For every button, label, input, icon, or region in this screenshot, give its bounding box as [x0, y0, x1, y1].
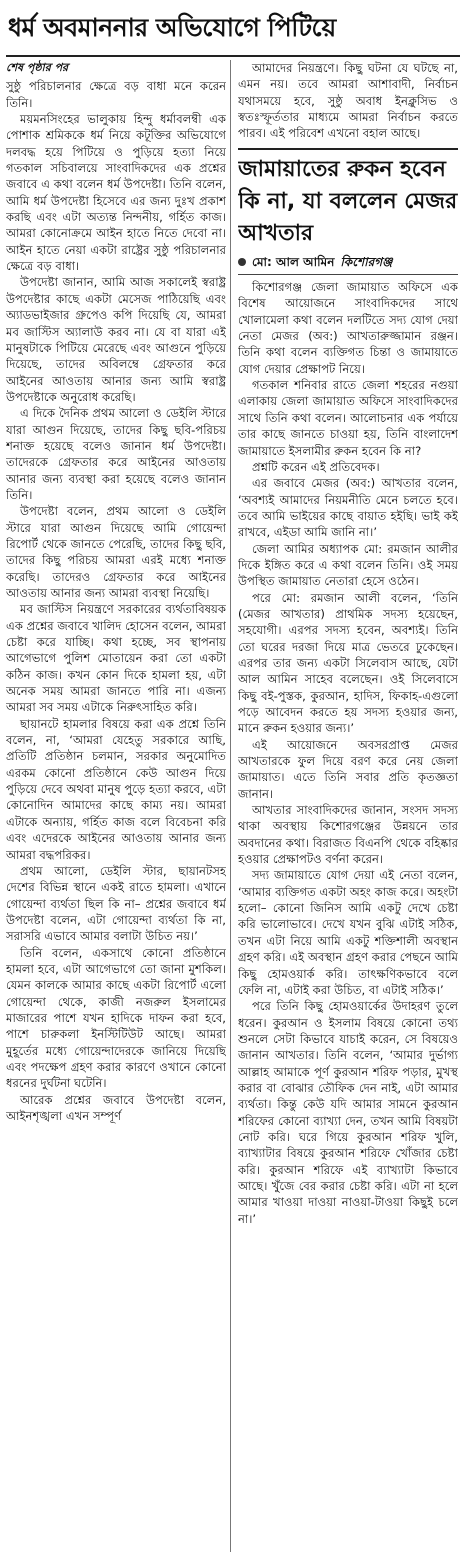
- byline-rule: [238, 274, 458, 275]
- bullet-icon: [238, 258, 246, 266]
- article-paragraph: কিশোরগঞ্জ জেলা জামায়াত অফিসে এক বিশেষ আয়োজনে সাংবাদিকদের সাথে খোলামেলা কথা বলেন দলটিতে সদ্য যোগ দেয়া নেতা মেজর (অব:) আখতারুজ্জামান রঞ্জন। তিনি কথা বলেন ব্যক্তিগত চিন্তা ও জামায়াতে যোগ দেয়ার প্রেক্ষাপট নিয়ে।: [238, 280, 458, 376]
- headline-rule: [6, 55, 460, 57]
- article-paragraph: ছায়ানটে হামলার বিষয়ে করা এক প্রশ্নে তিনি বলেন, না, ‘আমরা যেহেতু সরকারে আছি, প্রতিটি প্রতিষ্ঠান চলমান, সরকার অনুমোদিত এরকম কোনো প্রতিষ্ঠানে কেউ আগুন দিয়ে পুড়িয়ে দেবে অথবা মানুষ পুড়ে হত্যা করবে, এটা কোনোদিন আমাদের কাছে কাম্য নয়। আমরা এটাকে অন্যায়, গর্হিত কাজ বলে বিবেচনা করি এবং এদেরকে আইনের আওতায় আনার জন্য আমরা বদ্ধপরিকর।: [6, 716, 226, 862]
- article-paragraph: প্রথম আলো, ডেইলি স্টার, ছায়ানটসহ দেশের বিভিন্ন স্থানে একই রাতে হামলা। এখানে গোয়েন্দা ব্যর্থতা ছিল কি না– প্রশ্নের জবাবে ধর্ম উপদেষ্টা বলেন, এটা গোয়েন্দা ব্যর্থতা কি না, সরাসরি এভাবে আমার বলাটা উচিত নয়।’: [6, 863, 226, 944]
- article-paragraph: এই আয়োজনে অবসরপ্রাপ্ত মেজর আখতারকে ফুল দিয়ে বরণ করে নেয় জেলা জামায়াত। এতে তিনি সবার প্রতি কৃতজ্ঞতা জানান।: [238, 737, 458, 801]
- article-paragraph: গতকাল শনিবার রাতে জেলা শহরের নগুয়া এলাকায় জেলা জামায়াত অফিসে সাংবাদিকদের সাথে তিনি কথা বলেন। আলোচনার এক পর্যায়ে তার কাছে জানতে চাওয়া হয়, তিনি বাংলাদেশ জামায়াতে ইসলামীর রুকন হবেন কি না?: [238, 378, 458, 458]
- article-paragraph: এর জবাবে মেজর (অব:) আখতার বলেন, ‘অবশ্যই আমাদের নিয়মনীতি মেনে চলতে হবে। তবে আমি ভাইয়ের কাছে বায়াত হইছি। ভাই কই রাখবে, এইডা আমি জানি না।’: [238, 476, 458, 540]
- article-paragraph: ময়মনসিংহের ভালুকায় হিন্দু ধর্মাবলম্বী এক পোশাক শ্রমিককে ধর্ম নিয়ে কটূক্তির অভিযোগে দলবদ্ধ হয়ে পিটিয়ে ও পুড়িয়ে হত্যা নিয়ে গতকাল সচিবালয়ে সাংবাদিকদের এক প্রশ্নের জবাবে এ কথা বলেন ধর্ম উপদেষ্টা। তিনি বলেন, আমি ধর্ম উপদেষ্টা হিসেবে এর জন্য দুঃখ প্রকাশ করছি এবং এটা অত্যন্ত নিন্দনীয়, গর্হিত কাজ। আমরা কোনোক্রমে আইন হাতে নিতে দেবো না। আইন হাতে নেয়া একটা রাষ্ট্রের সুষ্ঠু পরিচালনার ক্ষেত্রে বড় বাধা।: [6, 112, 226, 274]
- article-continuation: আমাদের নিয়ন্ত্রণে। কিছু ঘটনা যে ঘটছে না, এমন নয়। তবে আমরা আশাবাদী, নির্বাচন যথাসময়ে হবে, সুষ্ঠু অবাধ ইনক্লুসিভ ও স্বতঃস্ফূর্ততার মাধ্যমে আমরা নির্বাচন করতে পারব। এই পরিবেশ এখনো বহাল আছে।: [238, 61, 458, 141]
- article-paragraph: এ দিকে দৈনিক প্রথম আলো ও ডেইলি স্টারে যারা আগুন দিয়েছে, তাদের কিছু ছবি-পরিচয় শনাক্ত হয়েছে বলেও জানান ধর্ম উপদেষ্টা। তাদেরকে গ্রেফতার করে আইনের আওতায় আনার জন্য ব্যবস্থা করা হয়েছে বলেও জানান তিনি।: [6, 406, 226, 502]
- byline-author: মো: আল আমিন: [252, 254, 335, 269]
- article-paragraph: উপদেষ্টা বলেন, প্রথম আলো ও ডেইলি স্টারে যারা আগুন দিয়েছে আমি গোয়েন্দা রিপোর্ট থেকে জানতে পেরেছি, তাদের কিছু ছবি, তাদের কিছু পরিচয় আমরা এরই মধ্যে শনাক্ত করেছি। তাদেরও গ্রেফতার করে আইনের আওতায় আনার জন্য আমরা ব্যবস্থা নিয়েছি।: [6, 504, 226, 600]
- article-paragraph: পরে তিনি কিছু হোমওয়ার্কের উদাহরণ তুলে ধরেন। কুরআন ও ইসলাম বিষয়ে কোনো তথ্য শুনলে সেটা কিভাবে যাচাই করেন, সে বিষয়েও জানান আখতার। তিনি বলেন, ‘আমার দুর্ভাগ্য আল্লাহ আমাকে পূর্ণ কুরআন শরিফ পড়ার, মুখস্থ করার বা বোঝার তৌফিক দেন নাই, এটা আমার ব্যর্থতা। কিন্তু কেউ যদি আমার সামনে কুরআন শরিফের কোনো ব্যাখ্যা দেন, তখন আমি বিষয়টা নোট করি। ঘরে গিয়ে কুরআন শরিফ খুলি, ব্যাখ্যাটার বিষয়ে কুরআন শরিফে খোঁজার চেষ্টা করি। কুরআন শরিফে এই ব্যাখ্যাটা কিভাবে আছে। খুঁজে বের করার চেষ্টা করি। এটা না হলে আমার খাওয়া দাওয়া নাওয়া-টাওয়া কিছুই চলে না।’: [238, 999, 458, 1226]
- right-column: [238, 60, 458, 1552]
- article-paragraph: আখতার সাংবাদিকদের জানান, সংসদ সদস্য থাকা অবস্থায় কিশোরগঞ্জের উন্নয়নে তার অবদানের কথা। বিরাজত বিএনপি থেকে বহিষ্কার হওয়ার প্রেক্ষাপটও বর্ণনা করেন।: [238, 803, 458, 867]
- article-paragraph: আরেক প্রশ্নের জবাবে উপদেষ্টা বলেন, আইনশৃঙ্খলা এখন সম্পূর্ণ: [6, 1092, 226, 1123]
- byline: [238, 254, 458, 270]
- article-paragraph: সুষ্ঠু পরিচালনার ক্ষেত্রে বড় বাধা মনে করেন তিনি।: [6, 79, 226, 110]
- article-paragraph: উপদেষ্টা জানান, আমি আজ সকালেই স্বরাষ্ট্র উপদেষ্টার কাছে একটা মেসেজ পাঠিয়েছি এবং অ্যাডভাইজার গ্রুপেও কপি দিয়েছি যে, আমরা মব জাস্টিস অ্যালাউ করব না। যে বা যারা এই মানুষটাকে পিটিয়ে মেরেছে এবং আগুনে পুড়িয়ে দিয়েছে, তাদের অবিলম্বে গ্রেফতার করে আইনের আওতায় আনার জন্য আমি স্বরাষ্ট্র উপদেষ্টাকে অনুরোধ করেছি।: [6, 275, 226, 404]
- left-column: [6, 60, 226, 1552]
- column-divider: [230, 60, 231, 1552]
- article-paragraph: পরে মো: রমজান আলী বলেন, ‘তিনি (মেজর আখতার) প্রাথমিক সদস্য হয়েছেন, সহযোগী। এরপর সদস্য হবেন, অবশ্যই। তিনি তো ঘরের দরজা দিয়ে মাত্র ভেতরে ঢুকেছেন। এরপর তার জন্য একটা সিলেবাস আছে, যেটা আল আমিন সাহেব বলেছেন। ওই সিলেবাসে কিছু বই-পুস্তক, কুরআন, হাদিস, ফিকাহ-এগুলো পড়ে আবেদন করতে হয় সদস্য হওয়ার জন্য, মানে রুকন হওয়ার জন্য।’: [238, 590, 458, 736]
- byline-place: কিশোরগঞ্জ: [340, 254, 393, 269]
- sub-article-rule: [238, 148, 458, 150]
- sub-article-headline: জামায়াতের রুকন হবেন কি না, যা বললেন মেজর আখতার: [238, 156, 458, 246]
- main-headline: ধর্ম অবমাননার অভিযোগে পিটিয়ে: [8, 13, 336, 42]
- article-paragraph: সদ্য জামায়াতে যোগ দেয়া এই নেতা বলেন, ‘আমার ব্যক্তিগত একটা অহং কাজ করে। অহংটা হলো– কোনো জিনিস আমি একটু দেখে চেষ্টা করি ভালোভাবে। দেখে যখন বুঝি এটাই সঠিক, তখন এটা নিয়ে আমি একটু শক্তিশালী অবস্থান গ্রহণ করি। এই অবস্থান গ্রহণ করার পেছনে আমি কিছু হোমওয়ার্ক করি। তাৎক্ষণিকভাবে বলে ফেলি না, এটাই করা উচিত, বা এটাই সঠিক।’: [238, 868, 458, 997]
- article-paragraph: মব জাস্টিস নিয়ন্ত্রণে সরকারের ব্যর্থতাবিষয়ক এক প্রশ্নের জবাবে খালিদ হোসেন বলেন, আমরা চেষ্টা করে যাচ্ছি। কথা হচ্ছে, সব স্থাপনায় আগেভাগে পুলিশ মোতায়েন করা তো একটা কঠিন কাজ। কখন কোন দিকে হামলা হয়, এটা অনেক সময় আমরা জানতে পারি না। এজন্য আমরা সব সময় এটাকে নিরুৎসাহিত করি।: [6, 602, 226, 715]
- article-paragraph: তিনি বলেন, একসাথে কোনো প্রতিষ্ঠানে হামলা হবে, এটা আগেভাগে তো জানা মুশকিল। যেমন কালকে আমার কাছে একটা রিপোর্ট এলো গোয়েন্দা থেকে, কাজী নজরুল ইসলামের মাজারের পাশে যখন হাদিকে দাফন করা হবে, পাশে চারুকলা ইনস্টিটিউট আছে। আমরা মুহূর্তের মধ্যে গোয়েন্দাদেরকে জানিয়ে দিয়েছি এবং পদক্ষেপ গ্রহণ করার কারণে ওখানে কোনো ধরনের দুর্ঘটনা ঘটেনি।: [6, 945, 226, 1091]
- article-paragraph: প্রশ্নটি করেন এই প্রতিবেদক।: [252, 459, 380, 474]
- article-paragraph: জেলা আমির অধ্যাপক মো: রমজান আলীর দিকে ইঙ্গিত করে এ কথা বলেন তিনি। ওই সময় উপস্থিত জামায়াত নেতারা হেসে ওঠেন।: [238, 541, 458, 589]
- jump-label: শেষ পৃষ্ঠার পর: [6, 61, 69, 74]
